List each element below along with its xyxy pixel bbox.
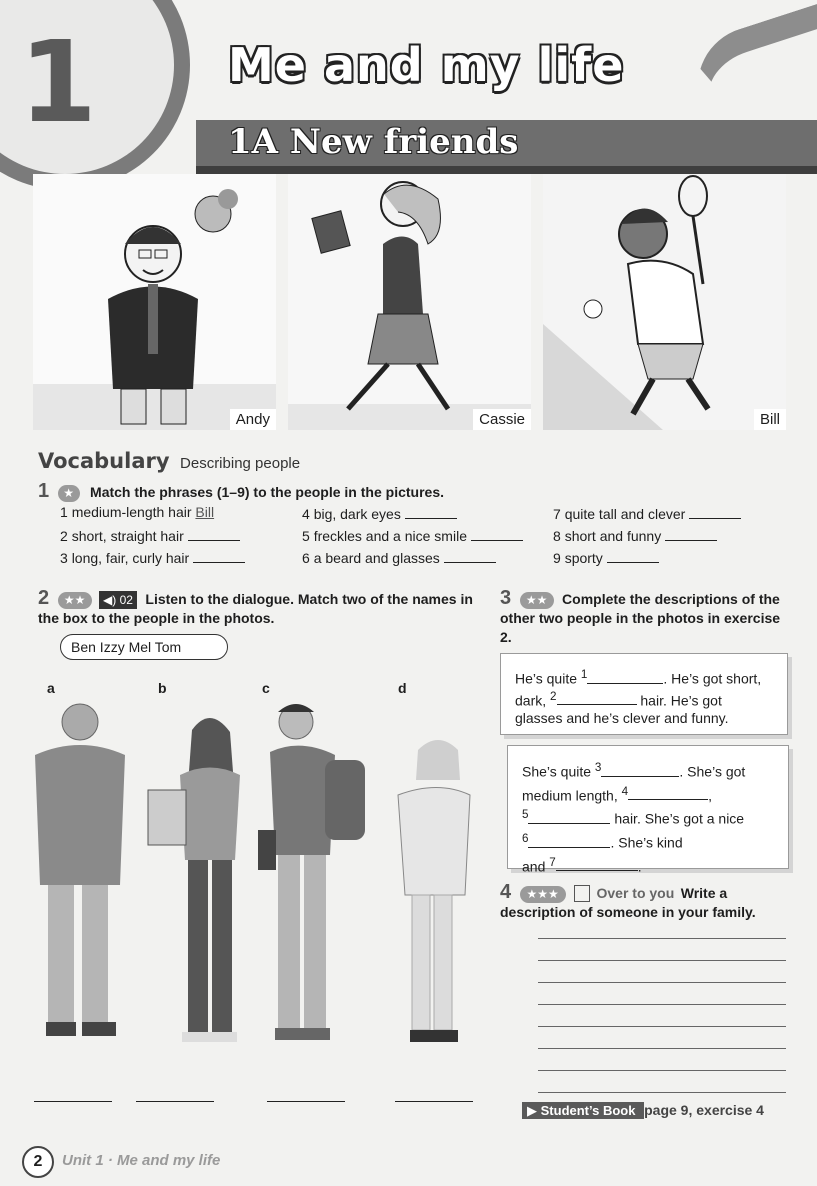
writing-icon <box>574 885 590 902</box>
writing-line[interactable] <box>538 1092 786 1093</box>
answer-line-b[interactable] <box>136 1101 214 1102</box>
exercise-1-number: 1 <box>38 480 50 502</box>
people-photos <box>20 700 490 1070</box>
ex1-item-8 <box>553 526 717 544</box>
item-text: short, straight hair <box>71 528 184 544</box>
person-label-d: d <box>398 680 407 696</box>
gap-number: 5 <box>522 808 529 822</box>
name-box: Ben Izzy Mel Tom <box>60 634 228 660</box>
description-box-1 <box>500 653 788 735</box>
exercise-3-header <box>500 589 790 647</box>
exercise-4-number: 4 <box>500 881 512 903</box>
item-number: 8 <box>553 528 561 544</box>
answer-blank[interactable] <box>405 504 457 519</box>
vocabulary-header <box>38 449 300 473</box>
writing-line[interactable] <box>538 1070 786 1071</box>
answer-field[interactable]: Bill <box>195 504 215 520</box>
person-c-photo <box>258 704 365 1040</box>
answer-blank[interactable] <box>665 526 717 541</box>
desc-text: . <box>637 858 642 875</box>
unit-number: 1 <box>19 18 97 148</box>
ex1-item-6 <box>302 548 496 566</box>
andy-illustration <box>33 174 276 430</box>
speaker-icon: ◀) <box>103 593 117 607</box>
over-to-you-label: Over to you <box>596 885 675 901</box>
footer-unit-title: Unit 1 · Me and my life <box>62 1152 221 1169</box>
audio-track-badge[interactable] <box>99 591 137 609</box>
person-b-photo <box>148 718 240 1042</box>
item-text: short and funny <box>564 528 662 544</box>
photo-bill <box>543 174 786 430</box>
desc-text: . She’s kind <box>610 834 683 851</box>
photo-caption-andy: Andy <box>230 409 276 430</box>
vocabulary-subheading: Describing people <box>180 455 301 472</box>
ex1-item-9 <box>553 548 659 566</box>
difficulty-stars-1: ★ <box>58 485 80 502</box>
answer-blank[interactable] <box>607 548 659 563</box>
item-text: long, fair, curly hair <box>71 550 190 566</box>
gap-number: 2 <box>550 689 557 703</box>
item-text: quite tall and clever <box>564 506 686 522</box>
item-number: 5 <box>302 528 310 544</box>
gap-number: 3 <box>594 761 602 774</box>
writing-line[interactable] <box>538 1048 786 1049</box>
writing-line[interactable] <box>538 960 786 961</box>
item-number: 7 <box>553 506 561 522</box>
ex1-item-3 <box>60 548 245 566</box>
item-text: sporty <box>564 550 603 566</box>
gap-blank-4[interactable] <box>628 785 708 800</box>
item-number: 9 <box>553 550 561 566</box>
ex1-item-7 <box>553 504 741 522</box>
lesson-band-shadow <box>196 166 817 174</box>
answer-blank[interactable] <box>193 548 245 563</box>
item-number: 3 <box>60 550 68 566</box>
writing-line[interactable] <box>538 1004 786 1005</box>
exercise-1-header <box>38 480 444 503</box>
item-text: big, dark eyes <box>313 506 401 522</box>
answer-blank[interactable] <box>188 526 240 541</box>
difficulty-stars-4: ★★★ <box>520 886 566 903</box>
gap-blank-7[interactable] <box>556 856 638 871</box>
exercise-4-header <box>500 883 790 922</box>
item-number: 6 <box>302 550 310 566</box>
photo-cassie <box>288 174 531 430</box>
ex1-item-4 <box>302 504 457 522</box>
item-text: freckles and a nice smile <box>313 528 467 544</box>
gap-blank-3[interactable] <box>601 762 679 777</box>
description-box-2 <box>507 745 789 875</box>
item-text: medium-length hair <box>71 504 192 520</box>
desc-text: hair. She’s got a nice <box>610 810 745 827</box>
writing-line[interactable] <box>538 982 786 983</box>
exercise-3-instruction: Complete the descriptions of the other two people in the photos in exercise 2. <box>500 591 781 645</box>
audio-track-number: 02 <box>119 593 133 607</box>
answer-line-a[interactable] <box>34 1101 112 1102</box>
ex1-item-1 <box>60 504 214 520</box>
page-title: Me and my life <box>228 38 625 92</box>
exercise-2-instruction: Listen to the dialogue. Match two of the names in the box to the people in the photos. <box>38 591 473 626</box>
person-label-a: a <box>47 680 55 696</box>
photo-caption-cassie: Cassie <box>473 409 531 430</box>
answer-line-c[interactable] <box>267 1101 345 1102</box>
gap-number: 6 <box>522 831 529 845</box>
bill-illustration <box>543 174 786 430</box>
ex1-item-2 <box>60 526 240 544</box>
exercise-1-instruction: Match the phrases (1–9) to the people in the pictures. <box>90 484 444 500</box>
desc-text: and <box>522 858 550 875</box>
item-number: 4 <box>302 506 310 522</box>
writing-line[interactable] <box>538 1026 786 1027</box>
gap-number: 4 <box>621 784 629 798</box>
answer-blank[interactable] <box>471 526 523 541</box>
desc-text: He’s quite <box>515 670 581 687</box>
students-book-button[interactable] <box>522 1102 644 1119</box>
gap-number: 7 <box>549 855 556 869</box>
item-number: 1 <box>60 504 68 520</box>
gap-number: 1 <box>580 668 588 681</box>
photo-caption-bill: Bill <box>754 409 786 430</box>
person-a-photo <box>35 704 125 1036</box>
exercise-2-number: 2 <box>38 587 50 609</box>
students-book-page-ref: page 9, exercise 4 <box>644 1102 764 1118</box>
exercise-3-number: 3 <box>500 587 512 609</box>
desc-text: hair. He’s got glasses and he’s clever and funny. <box>515 692 729 727</box>
answer-line-d[interactable] <box>395 1101 473 1102</box>
ex1-item-5 <box>302 526 523 544</box>
gap-blank-6[interactable] <box>528 833 610 848</box>
vocabulary-heading: Vocabulary <box>38 449 170 473</box>
writing-line[interactable] <box>538 938 786 939</box>
students-book-label: Student’s Book <box>540 1103 636 1118</box>
person-d-photo <box>398 740 470 1042</box>
play-arrow-icon: ▶ <box>527 1103 537 1118</box>
gap-blank-5[interactable] <box>528 809 610 824</box>
students-book-reference <box>522 1102 764 1120</box>
desc-text: She’s quite <box>522 763 595 780</box>
difficulty-stars-2: ★★ <box>58 592 92 609</box>
desc-text: . She’s got medium length, <box>522 763 746 804</box>
desc-text: . He’s got short, dark, <box>515 670 762 709</box>
item-text: a beard and glasses <box>313 550 440 566</box>
gap-blank-1[interactable] <box>587 669 663 684</box>
person-label-c: c <box>262 680 270 696</box>
difficulty-stars-3: ★★ <box>520 592 554 609</box>
page-number: 2 <box>22 1146 54 1178</box>
desc-text: , <box>708 787 712 804</box>
item-number: 2 <box>60 528 68 544</box>
cassie-illustration <box>288 174 531 430</box>
person-label-b: b <box>158 680 167 696</box>
exercise-4-instruction: Write a description of someone in your family. <box>500 885 756 920</box>
photo-andy <box>33 174 276 430</box>
exercise-2-header <box>38 589 478 628</box>
answer-blank[interactable] <box>444 548 496 563</box>
answer-blank[interactable] <box>689 504 741 519</box>
lesson-title: 1A New friends <box>228 122 519 162</box>
gap-blank-2[interactable] <box>557 690 637 705</box>
